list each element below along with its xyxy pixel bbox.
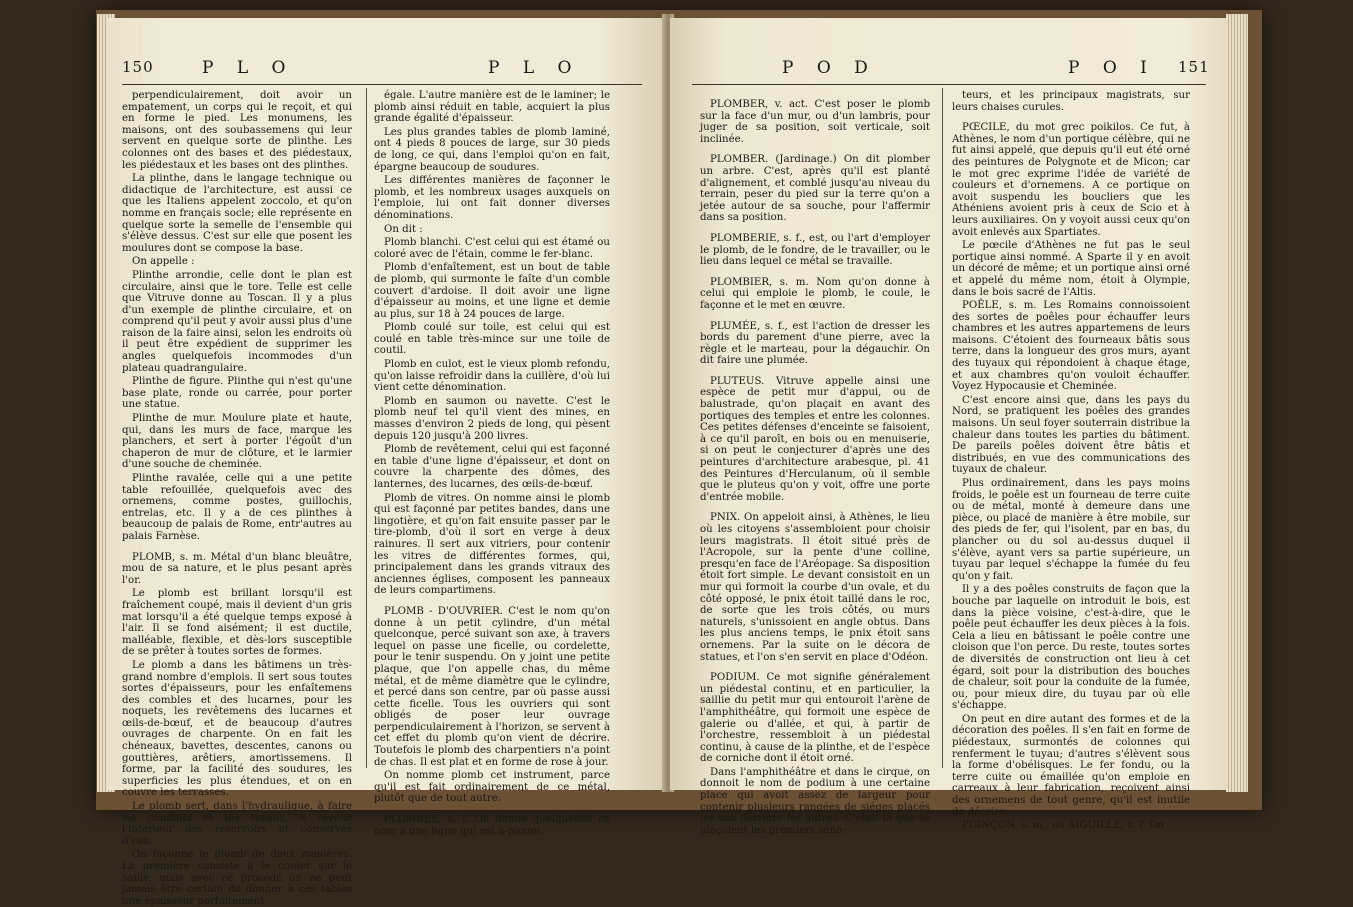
paragraph: Les plus grandes tables de plomb laminé, ont 4 pieds 8 pouces de large, sur 30 pieds de long, ce qui, dans l'emploi qu'on en fait, épargne beaucoup de soudures.: [374, 126, 610, 173]
paragraph: Dans l'amphithéâtre et dans le cirque, on donnoit le nom de podium à une certaine place qui avoit assez de largeur pour contenir plusieurs rangées de siéges placés les uns derrière les autres. C'étoit là que se plaçoient les premiers séna-: [700, 766, 930, 836]
left-column-1: [122, 90, 352, 907]
right-column-1: [700, 90, 930, 836]
paragraph: Plomb de vitres. On nomme ainsi le plomb qui est façonné par petites bandes, dans une lingotière, et qu'on fait ensuite passer par le tire-plomb, d'où il sort en verge à deux rainures. Il sert aux vitriers, pour contenir les vitres de différentes formes, qui, principalement dans les grands vitraux des anciennes églises, composent les panneaux de leurs compartimens.: [374, 492, 610, 597]
right-column-divider: [942, 88, 943, 768]
right-running-title-right: P O I: [1068, 58, 1156, 78]
paragraph: Plomb en culot, est le vieux plomb refondu, qu'on laisse refroidir dans la cuillère, d'où lui vient cette dénomination.: [374, 359, 610, 394]
paragraph: Plomb en saumon ou navette. C'est le plomb neuf tel qu'il vient des mines, en masses d'environ 2 pieds de long, qui pèsent depuis 120 jusqu'à 200 livres.: [374, 395, 610, 442]
left-page-number: 150: [122, 58, 154, 76]
paragraph: PLUMÉE, s. f., est l'action de dresser les bords du parement d'une pierre, avec la règle et le marteau, pour la dégauchir. On dit faire une plumée.: [700, 320, 930, 367]
left-column-2: [374, 90, 610, 837]
paragraph: Plinthe arrondie, celle dont le plan est circulaire, ainsi que le tore. Telle est celle que Vitruve donne au Toscan. Il y a plus d'un exemple de plinthe circulaire, et on comprend qu'il peut y avoir aussi plus d'une raison de la faire ainsi, selon les endroits où il peut être expédient de supprimer les angles quelquefois incommodes d'un plateau quadrangulaire.: [122, 269, 352, 374]
paragraph: Le plomb sert, dans l'hydraulique, à faire les conduits et les tuyaux, à revêtir l'intérieur des réservoirs et conserves d'eau.: [122, 801, 352, 847]
paragraph: PLOMBÉE, s. f. On donne quelquefois ce nom à une ligne qui est à-plomb.: [374, 814, 610, 837]
paragraph: PŒCILE, du mot grec poikilos. Ce fut, à Athènes, le nom d'un portique célèbre, qui ne fut ainsi appelé, que depuis qu'il eut été orné des peintures de Polygnote et de Micon; car le mot grec exprime l'idée de variété de couleurs et d'ornemens. A ce portique on avoit suspendu les boucliers que les Athéniens avoient pris à ceux de Scio et à leurs auxiliaires. On y voyoit aussi ceux qu'on avoit enlevés aux Spartiates.: [952, 122, 1190, 238]
paragraph: Le pœcile d'Athènes ne fut pas le seul portique ainsi nommé. A Sparte il y en avoit un décoré de même; et un portique ainsi orné et appelé du même nom, étoit à Olympie, dans le bois sacré de l'Altis.: [952, 240, 1190, 298]
paragraph: On nomme plomb cet instrument, parce qu'il est fait ordinairement de ce métal, plutôt que de tout autre.: [374, 770, 610, 805]
paragraph: PLOMBIER, s. m. Nom qu'on donne à celui qui emploie le plomb, le coule, le façonne et le met en œuvre.: [700, 276, 930, 311]
paragraph: PLOMBER, v. act. C'est poser le plomb sur la face d'un mur, ou d'un lambris, pour juger de sa position, soit verticale, soit inclinée.: [700, 99, 930, 145]
paragraph: Plomb de revêtement, celui qui est façonné en table d'une ligne d'épaisseur, et dont on couvre la charpente des dômes, des lanternes, des lucarnes, des œils-de-bœuf.: [374, 444, 610, 490]
right-page: [670, 18, 1226, 836]
left-running-title-left: P L O: [202, 58, 295, 78]
paragraph: C'est encore ainsi que, dans les pays du Nord, se pratiquent les poêles des grandes maisons. Un seul foyer souterrain distribue la chaleur dans toutes les parties du bâtiment. De pareils poêles doivent être bâtis et distribués, en vue des communications des tuyaux de chaleur.: [952, 394, 1190, 476]
paragraph: On dit :: [384, 223, 423, 235]
left-running-title-center: P L O: [488, 58, 581, 78]
paragraph: Plomb blanchi. C'est celui qui est étamé ou coloré avec de l'étain, comme le fer-blanc.: [374, 237, 610, 260]
paragraph: PODIUM. Ce mot signifie généralement un piédestal continu, et en particulier, la saillie du petit mur qui entouroit l'arène de l'amphithéâtre, qui formoit une espèce de galerie ou d'allée, et qui, à partir de l'orchestre, ressembloit à un piédestal continu, à cause de la plinthe, et de l'espèce de corniche dont il étoit orné.: [700, 672, 930, 765]
paragraph: On façonne le plomb de deux manières. La première consiste à le couler sur le sable, mais avec ce procédé on ne peut jamais être certain de donner à ces tables une épaisseur parfaitement: [122, 849, 352, 907]
paragraph: égale. L'autre manière est de le laminer; le plomb ainsi réduit en table, acquiert la plus grande égalité d'épaisseur.: [374, 90, 610, 125]
paragraph: PLOMBER. (Jardinage.) On dit plomber un arbre. C'est, après qu'il est planté d'alignement, et comblé jusqu'au niveau du terrain, peser du pied sur la terre qu'on a jetée autour de sa souche, pour l'affermir dans sa position.: [700, 154, 930, 224]
paragraph: Plinthe ravalée, celle qui a une petite table refouillée, quelquefois avec des ornemens, comme postes, guillochis, entrelas, etc. Il y a de ces plinthes à beaucoup de palais de Rome, entr'autres au palais Farnèse.: [122, 473, 352, 542]
paragraph: Le plomb a dans les bâtimens un très-grand nombre d'emplois. Il sert sous toutes sortes d'épaisseurs, pour les enfaîtemens des combles et des lucarnes, pour les noquets, les revêtemens des lucarnes et œils-de-bœuf, et de beaucoup d'autres ouvrages de charpente. On en fait les chéneaux, bavettes, descentes, canons ou gouttières, arêtiers, amortissemens. Il forme, par la facilité des soudures, les superficies les plus étendues, et on en couvre les terrasses.: [122, 659, 352, 799]
paragraph: Plomb coulé sur toile, est celui qui est coulé en table très-mince sur une toile de coutil.: [374, 322, 610, 357]
paragraph: Plinthe de figure. Plinthe qui n'est qu'une base plate, ronde ou carrée, pour porter une statue.: [122, 376, 352, 411]
paragraph: PNIX. On appeloit ainsi, à Athènes, le lieu où les citoyens s'assembloient pour choisir leurs magistrats. Il étoit situé près de l'Acropole, sur la pente d'une colline, presqu'en face de l'Aréopage. Sa disposition étoit fort simple. Le devant consistoit en un mur qui formoit la courbe d'un ovale, et du côté opposé, le pnix étoit taillé dans le roc, de sorte que les trois côtés, ou murs naturels, s'unissoient en angle obtus. Dans les plus anciens temps, le pnix étoit sans ornemens. Par la suite on le décora de statues, et l'on s'en servit en place d'Odéon.: [700, 512, 930, 663]
right-running-title-center: P O D: [782, 58, 877, 78]
paragraph: Il y a des poêles construits de façon que la bouche par laquelle on introduit le bois, est dans la pièce voisine, c'est-à-dire, que le poêle peut échauffer les deux pièces à la fois. Cela a lieu en bâtissant le poêle contre une cloison que l'on perce. Du reste, toutes sortes de diversités de construction ont lieu à cet égard, soit pour la distribution des bouches de chaleur, soit pour la conduite de la fumée, ou, pour mieux dire, du tuyau par où elle s'échappe.: [952, 584, 1190, 712]
page-edges-right: [1226, 14, 1248, 792]
paragraph: teurs, et les principaux magistrats, sur leurs chaises curules.: [952, 90, 1190, 113]
left-header-rule: [122, 84, 642, 85]
paragraph: On peut en dire autant des formes et de la décoration des poêles. Il s'en fait en forme de piédestaux, surmontés de colonnes qui renferment le tuyau; d'autres s'élèvent sous la forme d'obélisques. Le fer fondu, ou la terre cuite ou émaillée qu'on emploie en carreaux à leur fabrication, reçoivent ainsi des ornemens de tout genre, qu'il est inutile de décrire.: [952, 713, 1190, 818]
paragraph: PLOMB, s. m. Métal d'un blanc bleuâtre, mou de sa nature, et le plus pesant après l'or.: [122, 551, 352, 586]
paragraph: POÊLE, s. m. Les Romains connoissoient des sortes de poêles pour échauffer leurs chambres et les autres appartemens de leurs maisons. C'étoient des fourneaux bâtis sous terre, dans la longueur des gros murs, ayant des tuyaux qui répondoient à chaque étage, et aux chambres qu'on vouloit échauffer. Voyez Hypocausie et Cheminée.: [952, 300, 1190, 393]
right-header-rule: [692, 84, 1206, 85]
left-running-head: [108, 58, 664, 80]
paragraph: PLOMB - D'OUVRIER. C'est le nom qu'on donne à un petit cylindre, d'un métal quelconque, percé suivant son axe, à travers lequel on passe une ficelle, ou cordelette, pour le tenir suspendu. On y joint une petite plaque, que l'on appelle chas, du même métal, et de même diamètre que le cylindre, et percé dans son centre, par où passe aussi cette ficelle. Tous les ouvriers qui sont obligés de poser leur ouvrage perpendiculairement à l'horizon, se servent à cet effet du plomb qu'on vient de décrire. Toutefois le plomb des charpentiers n'a point de chas. Il est plat et en forme de rose à jour.: [374, 605, 610, 768]
right-column-2: [952, 90, 1190, 832]
paragraph: On appelle :: [132, 256, 195, 268]
paragraph: POINÇON, s. m., ou AIGUILLE, s. f. On: [962, 820, 1165, 832]
paragraph: Plinthe de mur. Moulure plate et haute, qui, dans les murs de face, marque les planchers, et sert à porter l'égoût d'un chaperon de mur de clôture, et le larmier d'une souche de cheminée.: [122, 413, 352, 471]
right-running-head: [670, 58, 1226, 80]
right-page-number: 151: [1178, 58, 1210, 76]
paragraph: La plinthe, dans le langage technique ou didactique de l'architecture, est aussi ce que les Italiens appelent zoccolo, et qu'on nomme en français socle; elle représente en quelque sorte la semelle de l'ensemble qui s'élève dessus. C'est sur elle que posent les moulures dont se compose la base.: [122, 173, 352, 254]
paragraph: PLUTEUS. Vitruve appelle ainsi une espèce de petit mur d'appui, ou de balustrade, qu'on plaçait en avant des portiques des temples et entre les colonnes. Ces petites défenses d'enceinte se faisoient, à ce qu'il paroît, en bois ou en menuiserie, si on peut le conjecturer d'après une des peintures d'architecture arabesque, pl. 41 des Peintures d'Herculanum, où il semble que le pluteus qu'on y voit, offre une porte d'entrée mobile.: [700, 375, 930, 503]
left-column-divider: [366, 88, 367, 768]
paragraph: PLOMBERIE, s. f., est, ou l'art d'employer le plomb, de le fondre, de le travailler, ou le lieu dans lequel ce métal se travaille.: [700, 232, 930, 268]
paragraph: Plomb d'enfaîtement, est un bout de table de plomb, qui surmonte le faîte d'un comble couvert d'ardoise. Il doit avoir une ligne d'épaisseur au moins, et une ligne et demie au plus, sur 18 à 24 pouces de large.: [374, 262, 610, 320]
paragraph: Les différentes manières de façonner le plomb, et les nombreux usages auxquels on l'emploie, lui ont fait donner diverses dénominations.: [374, 175, 610, 221]
paragraph: Le plomb est brillant lorsqu'il est fraîchement coupé, mais il devient d'un gris mat lorsqu'il a été quelque temps exposé à l'air. Il se fond aisément; il est ductile, malléable, flexible, et dès-lors susceptible de se prêter à toutes sortes de formes.: [122, 588, 352, 658]
paragraph: Plus ordinairement, dans les pays moins froids, le poêle est un fourneau de terre cuite ou de métal, monté à demeure dans une pièce, ou placé de manière à être mobile, sur des pieds de fer, qui l'isolent, par en bas, du plancher ou du sol au-dessus duquel il s'élève, ayant vers sa partie supérieure, un tuyau par lequel s'échappe la fumée du feu qu'on y fait.: [952, 478, 1190, 582]
paragraph: perpendiculairement, doit avoir un empatement, un corps qui le reçoit, et qui en forme le pied. Les monumens, les maisons, ont des soubassemens qui leur servent en quelque sorte de plinthe. Les colonnes ont des bases et des piédestaux, les piédestaux et les bases ont des plinthes.: [122, 90, 352, 171]
left-page: [108, 18, 664, 907]
